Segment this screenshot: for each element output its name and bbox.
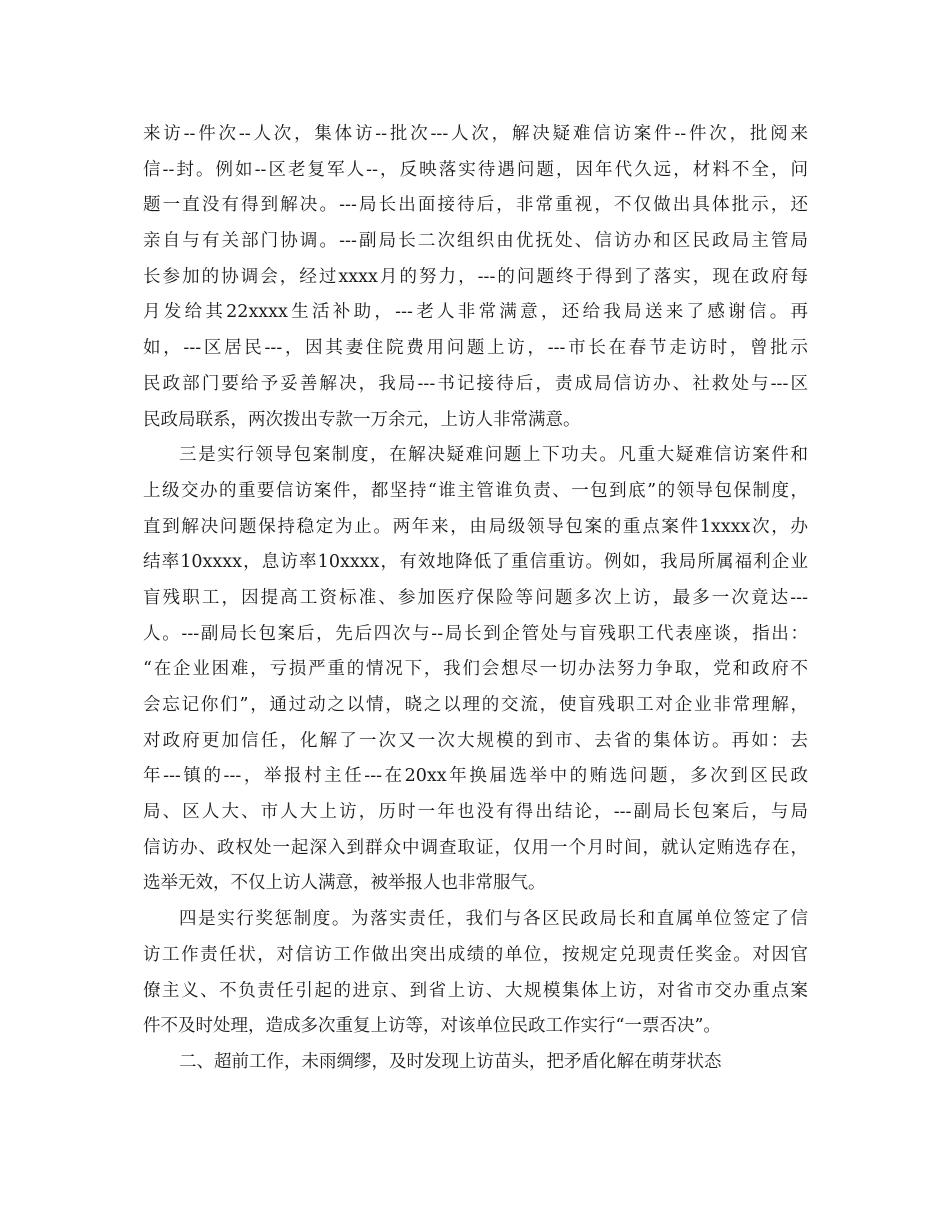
text-line: 民政部门要给予妥善解决，我局---书记接待后，责成局信访办、社救处与---区 [143,373,808,394]
text-line: 亲自与有关部门协调。---副局长二次组织由优抚处、信访办和区民政局主管局 [143,231,808,252]
text-line: 来访--件次--人次，集体访--批次---人次，解决疑难信访案件--件次，批阅来 [143,124,808,144]
text-line: 会忘记你们”，通过动之以情，晓之以理的交流，使盲残职工对企业非常理解， [143,695,808,715]
text-line: 对政府更加信任，化解了一次又一次大规模的到市、去省的集体访。再如：去 [143,730,808,751]
text-line: 选举无效，不仅上访人满意，被举报人也非常服气。 [143,873,546,894]
text-line: 僚主义、不负责任引起的进京、到省上访、大规模集体上访，对省市交办重点案 [143,980,808,1001]
text-line: 访工作责任状，对信访工作做出突出成绩的单位，按规定兑现责任奖金。对因官 [143,944,808,965]
text-line: 直到解决问题保持稳定为止。两年来，由局级领导包案的重点案件1xxxx次，办 [143,516,808,537]
text-line: 信访办、政权处一起深入到群众中调查取证，仅用一个月时间，就认定贿选存在， [143,837,808,858]
text-line: 人。---副局长包案后，先后四次与--局长到企管处与盲残职工代表座谈，指出： [143,623,808,644]
text-line: 二、超前工作，未雨绸缪，及时发现上访苗头，把矛盾化解在萌芽状态 [179,1051,722,1072]
text-line: 信--封。例如--区老复军人--，反映落实待遇问题，因年代久远，材料不全，问 [143,159,808,180]
text-line: 月发给其22xxxx生活补助，---老人非常满意，还给我局送来了感谢信。再 [143,302,808,323]
text-line: 盲残职工，因提高工资标准、参加医疗保险等问题多次上访，最多一次竟达--- [143,587,808,608]
text-line: 长参加的协调会，经过xxxx月的努力，---的问题终于得到了落实，现在政府每 [143,266,808,287]
text-line: 如，---区居民---，因其妻住院费用问题上访，---市长在春节走访时，曾批示 [143,338,808,359]
text-line: 件不及时处理，造成多次重复上访等，对该单位民政工作实行“一票否决”。 [143,1016,721,1037]
text-line: 上级交办的重要信访案件，都坚持“谁主管谁负责、一包到底”的领导包保制度， [143,480,808,501]
text-line: 四是实行奖惩制度。为落实责任，我们与各区民政局长和直属单位签定了信 [179,909,808,930]
text-line: 结率10xxxx，息访率10xxxx，有效地降低了重信重访。例如，我局所属福利企业 [143,552,808,573]
text-line: 三是实行领导包案制度，在解决疑难问题上下功夫。凡重大疑难信访案件和 [179,445,808,466]
document-body [143,117,808,1081]
text-line: 民政局联系，两次拨出专款一万余元，上访人非常满意。 [143,409,581,430]
text-line: 题一直没有得到解决。---局长出面接待后，非常重视，不仅做出具体批示，还 [143,195,808,216]
text-line: “在企业困难，亏损严重的情况下，我们会想尽一切办法努力争取，党和政府不 [143,659,808,680]
text-line: 年---镇的---，举报村主任---在20xx年换届选举中的贿选问题，多次到区民政 [143,766,808,787]
text-line: 局、区人大、市人大上访，历时一年也没有得出结论，---副局长包案后，与局 [143,802,808,823]
